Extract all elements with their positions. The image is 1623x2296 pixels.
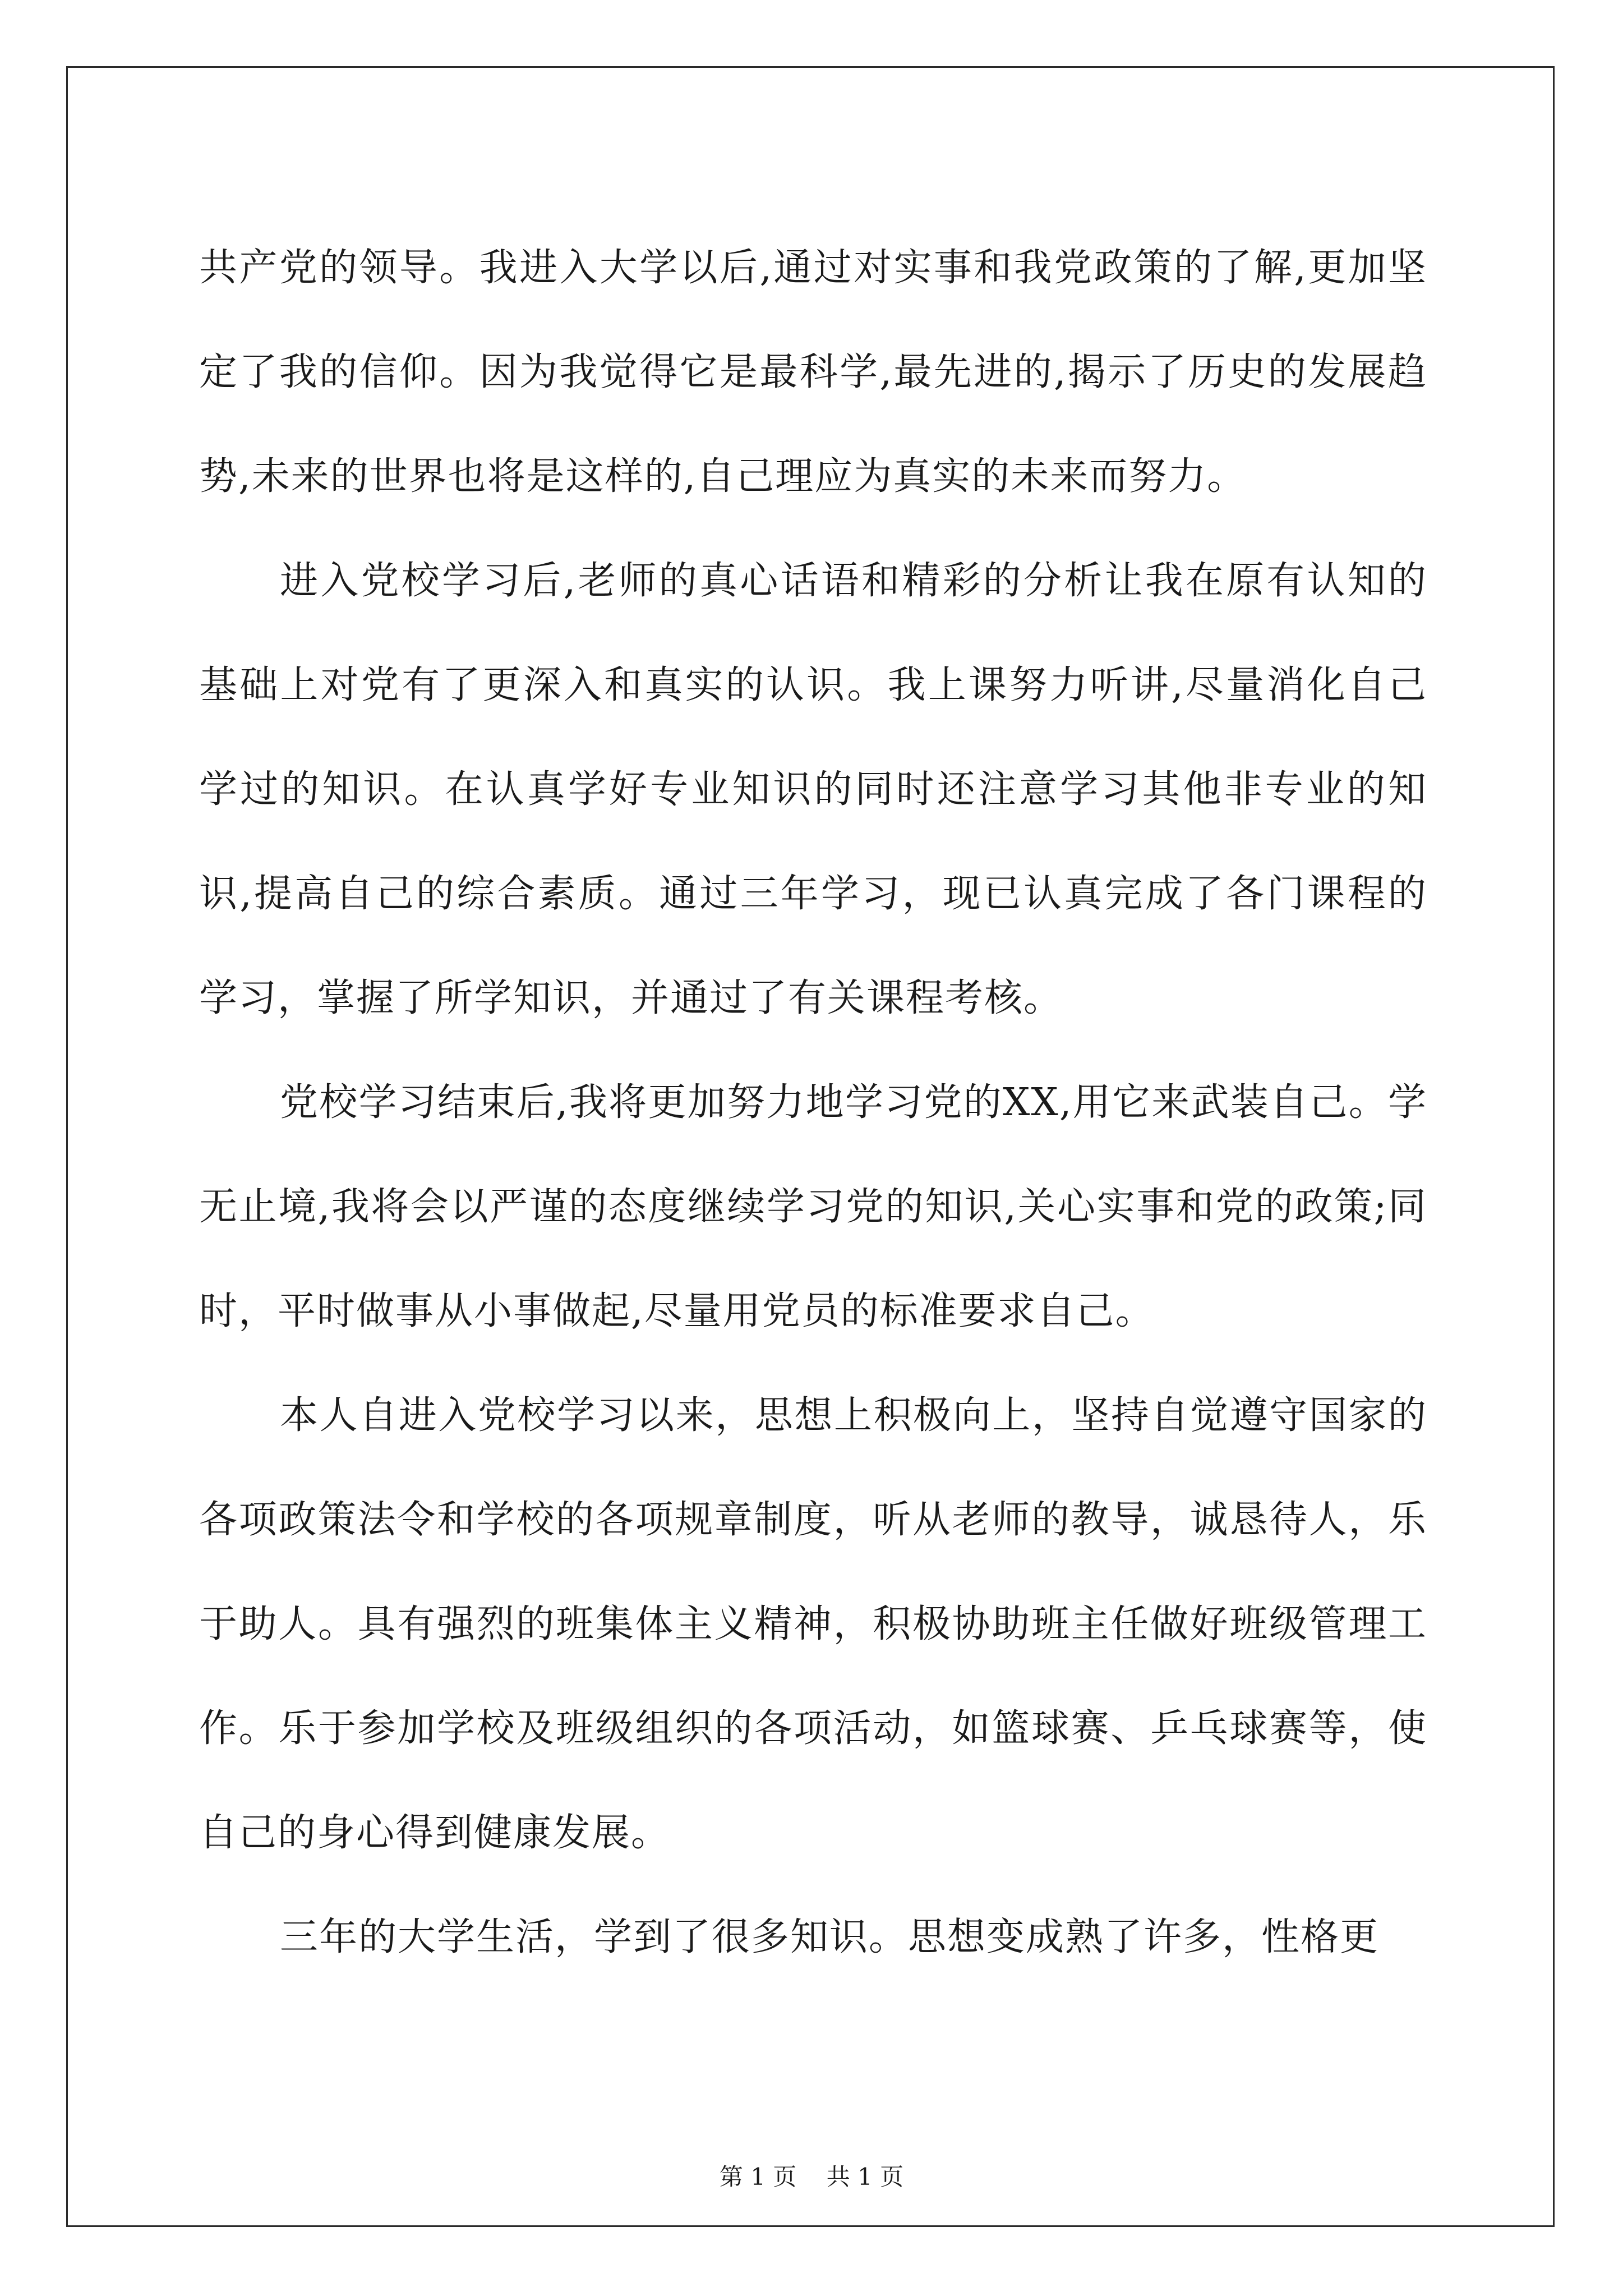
paragraph-1: 共产党的领导。我进入大学以后,通过对实事和我党政策的了解,更加坚定了我的信仰。因为我觉得它是最科学,最先进的,揭示了历史的发展趋势,未来的世界也将是这样的,自己理应为真实的未来而努力。 [199,246,1427,499]
document-body [199,216,1427,1990]
paragraph-2: 进入党校学习后,老师的真心话语和精彩的分析让我在原有认知的基础上对党有了更深入和真实的认识。我上课努力听讲,尽量消化自己学过的知识。在认真学好专业知识的同时还注意学习其他非专业的知识,提高自己的综合素质。通过三年学习，现已认真完成了各门课程的学习，掌握了所学知识，并通过了有关课程考核。 [199,559,1427,1020]
paragraph-4: 本人自进入党校学习以来，思想上积极向上，坚持自觉遵守国家的各项政策法令和学校的各项规章制度，听从老师的教导，诚恳待人，乐于助人。具有强烈的班集体主义精神，积极协助班主任做好班级管理工作。乐于参加学校及班级组织的各项活动，如篮球赛、乒乓球赛等，使自己的身心得到健康发展。 [199,1393,1427,1855]
paragraph-3: 党校学习结束后,我将更加努力地学习党的XX,用它来武装自己。学无止境,我将会以严谨的态度继续学习党的知识,关心实事和党的政策;同时，平时做事从小事做起,尽量用党员的标准要求自己。 [199,1080,1427,1333]
paragraph-5: 三年的大学生活，学到了很多知识。思想变成熟了许多，性格更 [280,1915,1380,1959]
page-number-footer: 第 1 页 共 1 页 [719,2163,904,2191]
